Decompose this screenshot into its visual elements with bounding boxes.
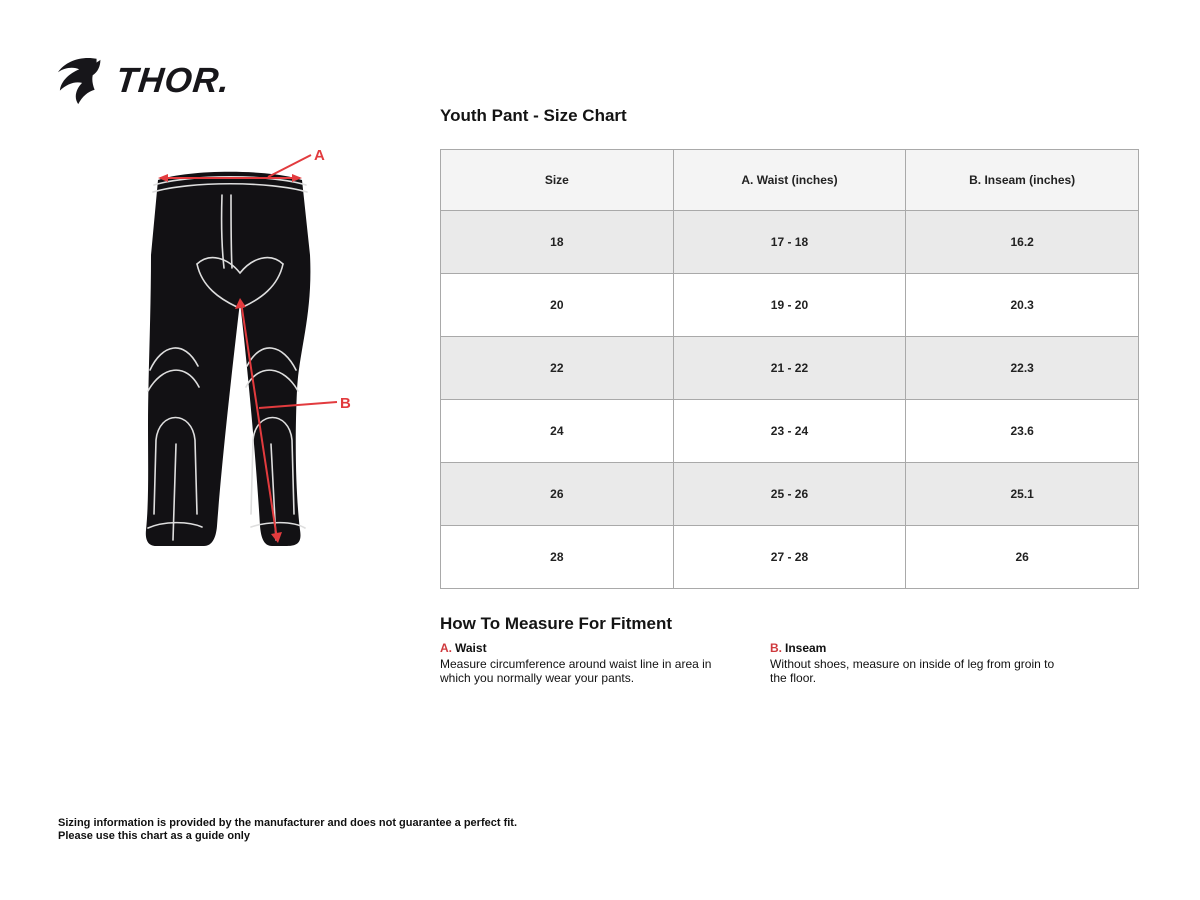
table-row xyxy=(441,274,1139,337)
measure-desc-inseam: Without shoes, measure on inside of leg from groin to the floor. xyxy=(770,657,1055,685)
diagram-label-b: B xyxy=(340,395,351,412)
cell-inseam: 25.1 xyxy=(906,463,1139,526)
sizing-disclaimer xyxy=(58,817,517,842)
disclaimer-line-1: Sizing information is provided by the manufacturer and does not guarantee a perfect fit. xyxy=(58,817,518,829)
table-row xyxy=(441,526,1139,589)
diagram-label-a: A xyxy=(314,147,325,164)
column-header-size: Size xyxy=(441,150,674,211)
column-header-inseam: B. Inseam (inches) xyxy=(906,150,1139,211)
measure-key-a: A. xyxy=(440,641,452,655)
pants-silhouette xyxy=(146,172,311,546)
cell-waist: 23 - 24 xyxy=(673,400,906,463)
cell-inseam: 16.2 xyxy=(906,211,1139,274)
size-chart-title: Youth Pant - Size Chart xyxy=(440,106,627,125)
measure-item-waist-heading xyxy=(440,641,740,655)
cell-size: 18 xyxy=(441,211,674,274)
cell-size: 24 xyxy=(441,400,674,463)
cell-waist: 25 - 26 xyxy=(673,463,906,526)
cell-size: 22 xyxy=(441,337,674,400)
measure-key-b: B. xyxy=(770,641,782,655)
size-chart-table-container xyxy=(440,149,1139,589)
measure-name-inseam: Inseam xyxy=(785,641,827,655)
cell-size: 26 xyxy=(441,463,674,526)
cell-waist: 19 - 20 xyxy=(673,274,906,337)
measure-item-inseam-heading xyxy=(770,641,1055,655)
cell-inseam: 26 xyxy=(906,526,1139,589)
measure-item-inseam xyxy=(770,641,1055,685)
measure-item-waist xyxy=(440,641,740,685)
pants-measurement-diagram xyxy=(140,140,380,560)
thor-logo xyxy=(56,56,230,106)
how-to-measure-title: How To Measure For Fitment xyxy=(440,614,673,633)
label-a-leader-line xyxy=(268,155,311,177)
table-row xyxy=(441,211,1139,274)
cell-size: 20 xyxy=(441,274,674,337)
cell-inseam: 23.6 xyxy=(906,400,1139,463)
column-header-waist: A. Waist (inches) xyxy=(673,150,906,211)
thor-goat-icon xyxy=(56,57,112,105)
measure-desc-waist: Measure circumference around waist line in area in which you normally wear your pants. xyxy=(440,657,712,685)
table-header-row xyxy=(441,150,1139,211)
table-row xyxy=(441,400,1139,463)
cell-waist: 27 - 28 xyxy=(673,526,906,589)
cell-size: 28 xyxy=(441,526,674,589)
table-row xyxy=(441,337,1139,400)
pants-diagram-svg xyxy=(140,140,380,560)
disclaimer-line-2: Please use this chart as a guide only xyxy=(58,829,250,842)
size-chart-table xyxy=(440,149,1139,589)
cell-waist: 21 - 22 xyxy=(673,337,906,400)
cell-inseam: 22.3 xyxy=(906,337,1139,400)
table-row xyxy=(441,463,1139,526)
cell-waist: 17 - 18 xyxy=(673,211,906,274)
brand-wordmark: THOR. xyxy=(114,61,232,100)
measure-name-waist: Waist xyxy=(455,641,487,655)
cell-inseam: 20.3 xyxy=(906,274,1139,337)
